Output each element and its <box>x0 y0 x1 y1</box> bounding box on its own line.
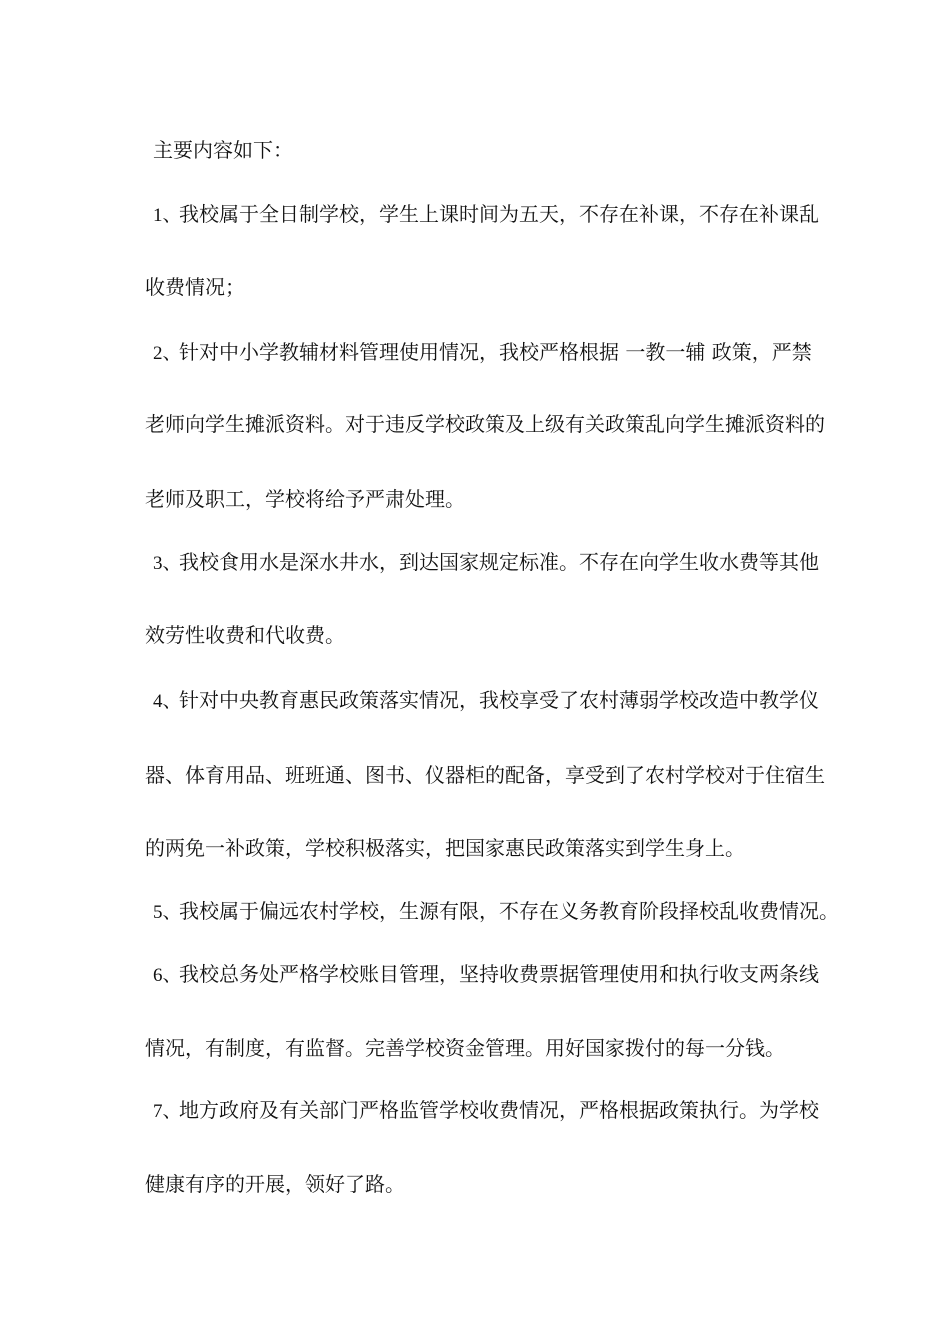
item-3-number: 3、 <box>153 553 182 574</box>
item-1-text-2: 收费情况； <box>145 275 245 299</box>
item-2-line-2 <box>145 412 825 436</box>
item-5-text-1: 我校属于偏远农村学校，生源有限，不存在义务教育阶段择校乱收费情况。 <box>179 899 839 923</box>
item-3-line-1 <box>153 550 819 576</box>
item-1-line-2 <box>145 275 245 299</box>
item-4-text-1: 针对中央教育惠民政策落实情况，我校享受了农村薄弱学校改造中教学仪 <box>179 688 819 712</box>
item-1-number: 1、 <box>153 205 182 226</box>
item-4-line-2 <box>145 763 825 787</box>
item-1-line-1 <box>153 202 819 228</box>
item-3-text-1: 我校食用水是深水井水，到达国家规定标准。不存在向学生收水费等其他 <box>179 550 819 574</box>
item-4-text-2: 器、体育用品、班班通、图书、仪器柜的配备，享受到了农村学校对于住宿生 <box>145 763 825 787</box>
item-2-text-2: 老师向学生摊派资料。对于违反学校政策及上级有关政策乱向学生摊派资料的 <box>145 412 825 436</box>
item-7-text-2: 健康有序的开展，领好了路。 <box>145 1172 405 1196</box>
item-7-line-1 <box>153 1098 819 1124</box>
item-7-number: 7、 <box>153 1101 182 1122</box>
item-7-line-2 <box>145 1172 405 1196</box>
item-2-text-1: 针对中小学教辅材料管理使用情况，我校严格根据 一教一辅 政策，严禁 <box>179 340 812 364</box>
item-5-number: 5、 <box>153 902 182 923</box>
item-6-line-1 <box>153 962 819 988</box>
item-6-text-2: 情况，有制度，有监督。完善学校资金管理。用好国家拨付的每一分钱。 <box>145 1036 785 1060</box>
item-7-text-1: 地方政府及有关部门严格监管学校收费情况，严格根据政策执行。为学校 <box>179 1098 819 1122</box>
item-4-line-1 <box>153 688 819 714</box>
item-3-line-2 <box>145 623 345 647</box>
heading-text: 主要内容如下： <box>153 138 293 162</box>
item-2-number: 2、 <box>153 343 182 364</box>
item-2-line-3 <box>145 487 465 511</box>
item-4-text-3: 的两免一补政策，学校积极落实，把国家惠民政策落实到学生身上。 <box>145 836 745 860</box>
item-1-text-1: 我校属于全日制学校，学生上课时间为五天，不存在补课，不存在补课乱 <box>179 202 819 226</box>
heading <box>153 138 293 162</box>
item-6-number: 6、 <box>153 965 182 986</box>
item-5-line-1 <box>153 899 839 925</box>
item-3-text-2: 效劳性收费和代收费。 <box>145 623 345 647</box>
item-6-line-2 <box>145 1036 785 1060</box>
item-4-number: 4、 <box>153 691 182 712</box>
item-4-line-3 <box>145 836 745 860</box>
item-2-line-1 <box>153 340 812 366</box>
item-6-text-1: 我校总务处严格学校账目管理，坚持收费票据管理使用和执行收支两条线 <box>179 962 819 986</box>
item-2-text-3: 老师及职工，学校将给予严肃处理。 <box>145 487 465 511</box>
